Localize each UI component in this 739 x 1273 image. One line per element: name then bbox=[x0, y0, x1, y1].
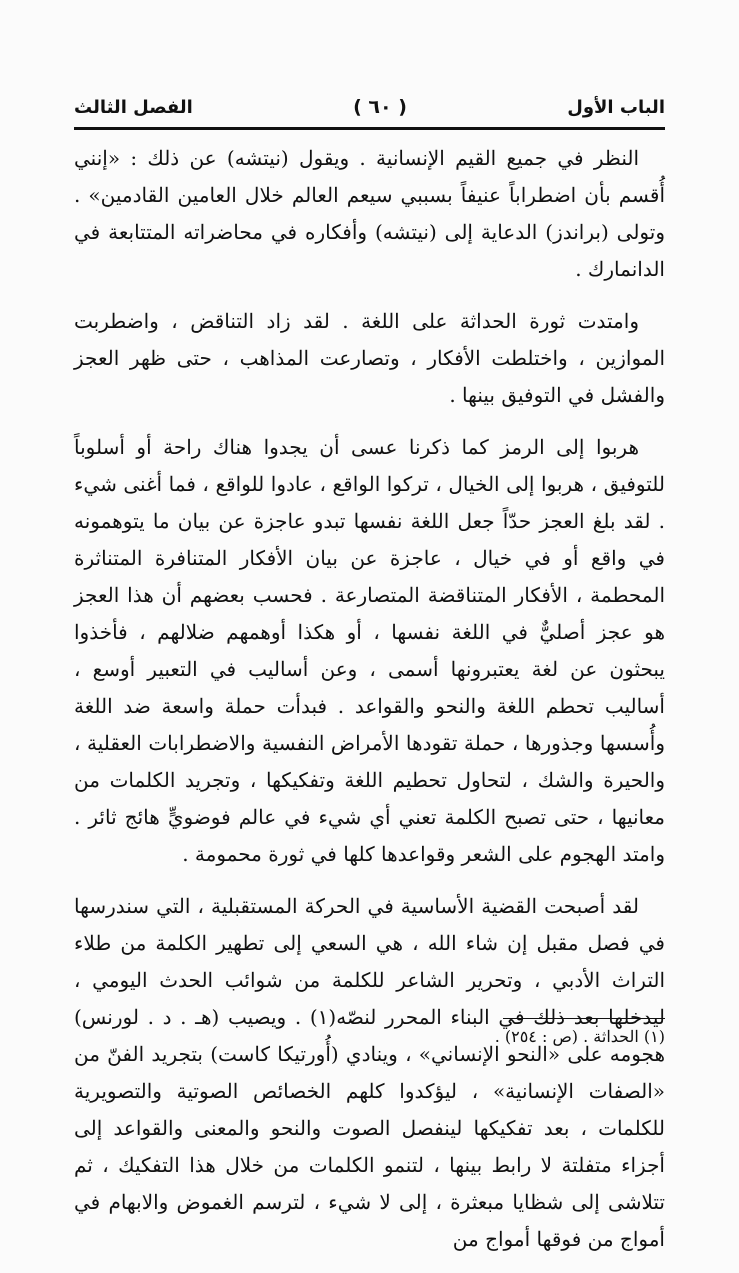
running-header bbox=[74, 90, 665, 124]
footnote-divider bbox=[503, 1018, 665, 1019]
main-text bbox=[74, 140, 665, 1273]
paragraph: وامتدت ثورة الحداثة على اللغة . لقد زاد التناقض ، واضطربت الموازين ، واختلطت الأفكار ، وتصارعت المذاهب ، حتى ظهر العجز والفشل في التوفيق بينها . bbox=[74, 309, 665, 407]
chapter-title: الباب الأول bbox=[567, 96, 665, 118]
section-title: الفصل الثالث bbox=[74, 96, 193, 118]
page-number: ( ٦٠ ) bbox=[353, 96, 407, 118]
paragraph: النظر في جميع القيم الإنسانية . ويقول (نيتشه) عن ذلك : «إنني أُقسم بأن اضطراباً عنيفاً بسببي سيعم العالم خلال العامين القادمين» . وتولى (براندز) الدعاية إلى (نيتشه) وأفكاره في محاضراته المتتابعة في الدانمارك . bbox=[74, 146, 665, 281]
header-divider bbox=[74, 127, 665, 130]
footnote: (١) الحداثة . (ص : ٢٥٤) . bbox=[494, 1027, 665, 1046]
paragraph: لقد أصبحت القضية الأساسية في الحركة المستقبلية ، التي سندرسها في فصل مقبل إن شاء الله ، هي السعي إلى تطهير الكلمة من طلاء التراث الأدبي ، وتحرير الشاعر للكلمة من شوائب الحدث اليومي ، ليدخلها بعد ذلك في البناء المحرر لنصّه(١) . ويصيب (هـ . د . لورنس) هجومه على «النحو الإنساني» ، وينادي (أُورتيكا كاست) بتجريد الفنّ من «الصفات الإنسانية» ، ليؤكدوا كلهم الخصائص الصوتية والتصويرية للكلمات ، بعد تفكيكها لينفصل الصوت والنحو والمعنى والقواعد إلى أجزاء متفلتة لا رابط بينها ، لتنمو الكلمات من خلال هذا التفكيك ، ثم تتلاشى إلى شظايا مبعثرة ، إلى لا شيء ، لترسم الغموض والابهام في أمواج من فوقها أمواج من bbox=[74, 894, 665, 1251]
paragraph: هربوا إلى الرمز كما ذكرنا عسى أن يجدوا هناك راحة أو أسلوباً للتوفيق ، هربوا إلى الخيال ، تركوا الواقع ، عادوا للواقع ، فما أغنى شيء . لقد بلغ العجز حدّاً جعل اللغة نفسها تبدو عاجزة عن بيان ما يتوهمونه في واقع أو في خيال ، عاجزة عن بيان الأفكار المتنافرة المتناثرة المحطمة ، الأفكار المتناقضة المتصارعة . فحسب بعضهم أن هذا العجز هو عجز أصليٌّ في اللغة نفسها ، أو هكذا أوهمهم ضلالهم ، فأخذوا يبحثون عن لغة يعتبرونها أسمى ، وعن أساليب في التعبير أوسع ، أساليب تحطم اللغة والنحو والقواعد . فبدأت حملة واسعة ضد اللغة وأُسسها وجذورها ، حملة تقودها الأمراض النفسية والاضطرابات العقلية ، والحيرة والشك ، لتحاول تحطيم اللغة وتفكيكها ، وتجريد الكلمات من معانيها ، حتى تصبح الكلمة تعني أي شيء في عالم فوضويٍّ هائج ثائر . وامتد الهجوم على الشعر وقواعدها كلها في ثورة محمومة . bbox=[74, 435, 665, 866]
